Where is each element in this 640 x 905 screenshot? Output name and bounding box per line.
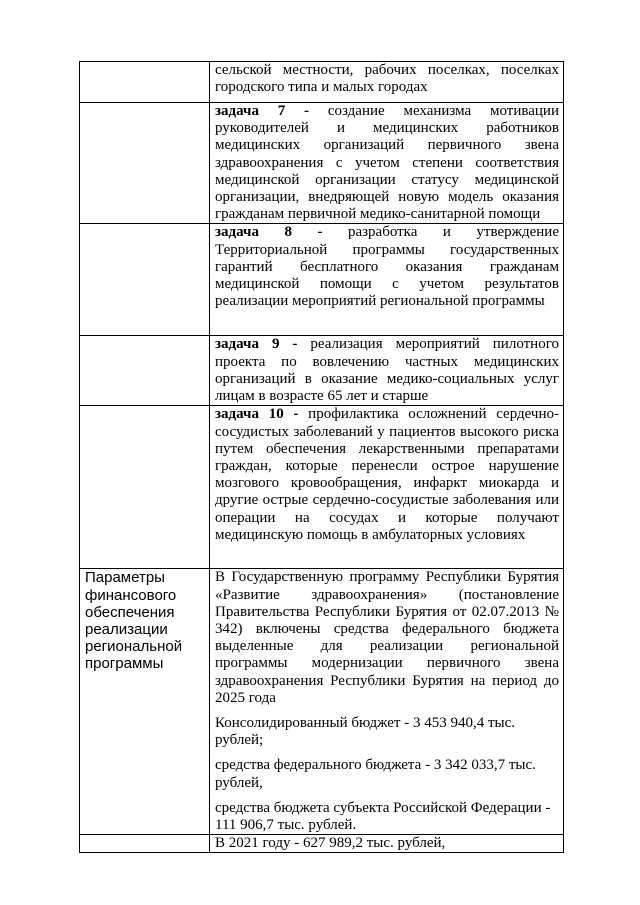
left-cell <box>80 62 210 103</box>
right-cell <box>210 406 564 569</box>
left-cell <box>80 103 210 224</box>
task-label: задача 7 - <box>215 103 310 119</box>
program-table <box>79 61 564 853</box>
task-paragraph <box>215 406 559 544</box>
table-row <box>80 62 564 103</box>
table-row <box>80 103 564 224</box>
regional-budget: средства бюджета субъекта Российской Федерации - 111 906,7 тыс. рублей. <box>215 799 551 834</box>
consolidated-budget: Консолидированный бюджет - 3 453 940,4 тыс. рублей; <box>215 715 515 749</box>
federal-budget: средства федерального бюджета - 3 342 033,7 тыс. рублей, <box>215 757 536 791</box>
year-2021-amount: В 2021 году - 627 989,2 тыс. рублей, <box>215 835 446 852</box>
table-row <box>80 224 564 336</box>
left-cell <box>80 406 210 569</box>
left-cell-label: Параметры финансового обеспечения реализации региональной программы <box>80 569 210 835</box>
continuation-text: сельской местности, рабочих поселках, поселках городского типа и малых городах <box>215 62 559 96</box>
task-text: создание механизма мотивации руководителей и медицинских работников медицинских организаций первичного звена здравоохранения с учетом степени соответствия медицинской организации статусу медицинской организации, внедряющей новую модель оказания гражданам первичной медико-санитарной помощи <box>215 103 559 223</box>
right-cell <box>210 103 564 224</box>
left-cell <box>80 224 210 336</box>
task-text: реализация мероприятий пилотного проекта по вовлечению частных медицинских организаций в оказание медико-социальных услуг лицам в возрасте 65 лет и старше <box>215 336 559 405</box>
left-cell <box>80 336 210 406</box>
task-label: задача 10 - <box>215 406 299 423</box>
right-cell <box>210 569 564 835</box>
task-text: разработка и утверждение Территориальной программы государственных гарантий бесплатного оказания гражданам медицинской помощи с учетом результатов реализации мероприятий региональной программы <box>215 224 559 310</box>
table-row <box>80 406 564 569</box>
left-cell <box>80 835 210 853</box>
task-paragraph <box>215 336 559 405</box>
table-row <box>80 569 564 835</box>
right-cell <box>210 224 564 336</box>
task-text: профилактика осложнений сердечно-сосудистых заболеваний у пациентов высокого риска путем обеспечения лекарственными препаратами граждан, которые перенесли острое нарушение мозгового кровообращения, инфаркт миокарда и другие острые сердечно-сосудистые заболевания или операции на сосудах и которые получают медицинскую помощь в амбулаторных условиях <box>215 406 559 543</box>
right-cell <box>210 835 564 853</box>
right-cell <box>210 62 564 103</box>
table-row <box>80 336 564 406</box>
task-paragraph <box>215 103 559 223</box>
funding-paragraph: В Государственную программу Республики Бурятия «Развитие здравоохранения» (постановление Правительства Республики Бурятия от 02.07.2013 № 342) включены средства федерального бюджета выделенные для реализации региональной программы модернизации первичного звена здравоохранения Республики Бурятия на период до 2025 года <box>215 569 559 706</box>
task-label: задача 9 - <box>215 336 298 353</box>
task-paragraph <box>215 224 559 310</box>
task-label: задача 8 - <box>215 224 323 241</box>
right-cell <box>210 336 564 406</box>
table-row <box>80 835 564 853</box>
